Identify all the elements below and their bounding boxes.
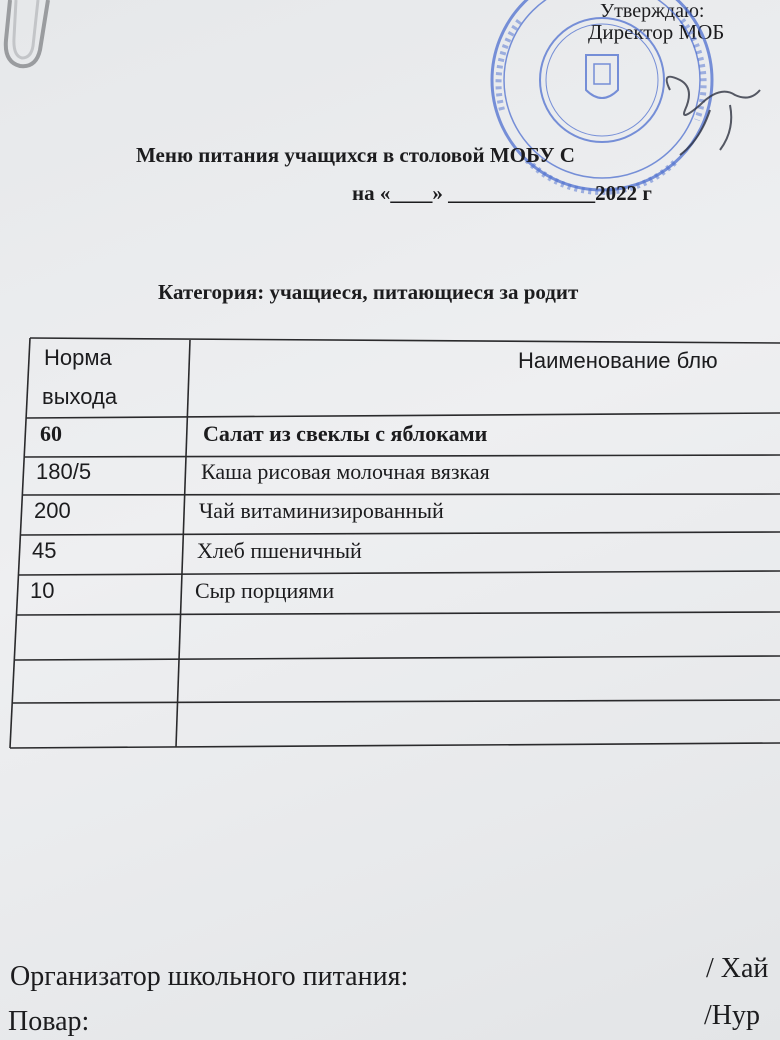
- row-2-name: Каша рисовая молочная вязкая: [201, 459, 490, 484]
- organizer-name: / Хай: [706, 953, 769, 984]
- approval-label: Утверждаю:: [600, 0, 705, 22]
- row-5-name: Сыр порциями: [195, 578, 335, 603]
- column-header-norm: Норма: [44, 345, 112, 370]
- menu-title: Меню питания учащихся в столовой МОБУ С: [136, 143, 575, 167]
- column-header-norm-2: выхода: [42, 384, 118, 409]
- cook-name: /Нур: [704, 1000, 760, 1031]
- category-line: Категория: учащиеся, питающиеся за родит: [158, 280, 579, 304]
- director-label: Директор МОБ: [588, 20, 725, 44]
- organizer-label: Организатор школьного питания:: [10, 961, 409, 992]
- row-3-name: Чай витаминизированный: [199, 498, 444, 523]
- menu-date-line: на «____» ______________2022 г: [352, 181, 652, 205]
- row-4-norm: 45: [32, 538, 57, 563]
- row-5-norm: 10: [30, 578, 55, 603]
- row-4-name: Хлеб пшеничный: [197, 538, 362, 563]
- row-3-norm: 200: [34, 498, 71, 523]
- row-1-norm: 60: [40, 421, 62, 446]
- column-header-name: Наименование блю: [518, 348, 718, 373]
- row-2-norm: 180/5: [36, 459, 92, 484]
- cook-label: Повар:: [8, 1006, 90, 1037]
- row-1-name: Салат из свеклы с яблоками: [203, 421, 488, 446]
